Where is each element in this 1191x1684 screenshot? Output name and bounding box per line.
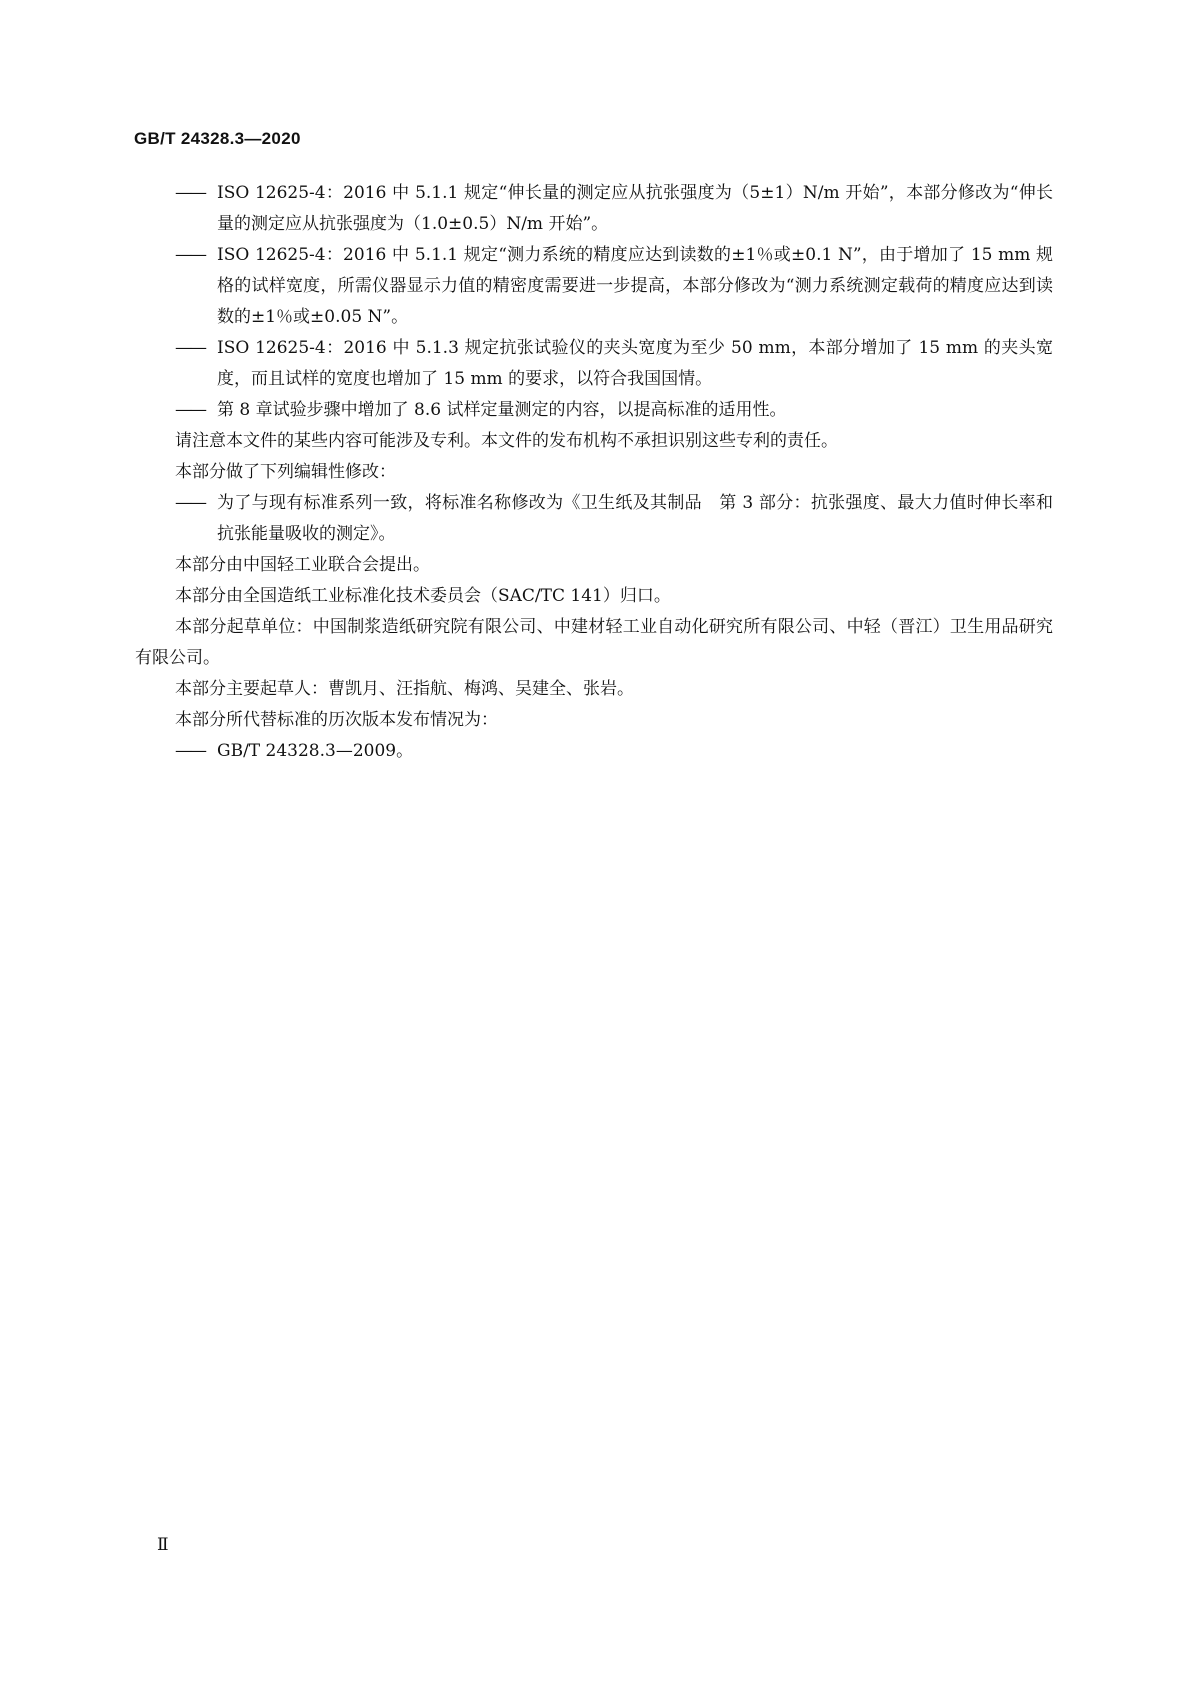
editorial-item — [175, 488, 1053, 550]
modification-item — [175, 395, 1053, 426]
modification-text: 第 8 章试验步骤中增加了 8.6 试样定量测定的内容，以提高标准的适用性。 — [217, 400, 787, 420]
modification-item — [175, 333, 1053, 395]
page-number: Ⅱ — [157, 1535, 169, 1555]
drafting-units: 本部分起草单位：中国制浆造纸研究院有限公司、中建材轻工业自动化研究所有限公司、中轻（晋江）卫生用品研究有限公司。 — [135, 617, 1053, 668]
centralized-by: 本部分由全国造纸工业标准化技术委员会（SAC/TC 141）归口。 — [175, 586, 671, 606]
patent-note: 请注意本文件的某些内容可能涉及专利。本文件的发布机构不承担识别这些专利的责任。 — [175, 431, 838, 451]
editorial-heading: 本部分做了下列编辑性修改： — [175, 462, 396, 482]
editorial-text: 为了与现有标准系列一致，将标准名称修改为《卫生纸及其制品 第 3 部分：抗张强度、最大力值时伸长率和抗张能量吸收的测定》。 — [217, 493, 1053, 544]
history-text: GB/T 24328.3—2009。 — [217, 741, 414, 761]
drafters: 本部分主要起草人：曹凯月、汪指航、梅鸿、吴建全、张岩。 — [175, 679, 634, 699]
modification-text: ISO 12625-4：2016 中 5.1.1 规定“测力系统的精度应达到读数的±1％或±0.1 N”，由于增加了 15 mm 规格的试样宽度，所需仪器显示力值的精密度需要进一步提高，本部分修改为“测力系统测定载荷的精度应达到读数的±1％或±0.05 N”。 — [217, 245, 1053, 327]
dash-mark: —— — [175, 741, 205, 761]
dash-mark: —— — [175, 493, 205, 513]
dash-mark: —— — [175, 183, 205, 203]
dash-mark: —— — [175, 245, 205, 265]
dash-mark: —— — [175, 400, 205, 420]
modification-item — [175, 240, 1053, 333]
modification-text: ISO 12625-4：2016 中 5.1.1 规定“伸长量的测定应从抗张强度为（5±1）N/m 开始”，本部分修改为“伸长量的测定应从抗张强度为（1.0±0.5）N/m 开始”。 — [217, 183, 1053, 234]
proposed-by: 本部分由中国轻工业联合会提出。 — [175, 555, 430, 575]
dash-mark: —— — [175, 338, 205, 358]
history-item — [175, 736, 1053, 767]
foreword-body — [135, 178, 1053, 767]
modification-text: ISO 12625-4：2016 中 5.1.3 规定抗张试验仪的夹头宽度为至少 50 mm，本部分增加了 15 mm 的夹头宽度，而且试样的宽度也增加了 15 mm 的要求，以符合我国国情。 — [217, 338, 1053, 389]
modification-item — [175, 178, 1053, 240]
history-heading: 本部分所代替标准的历次版本发布情况为： — [175, 710, 498, 730]
standard-code-header: GB/T 24328.3—2020 — [134, 129, 301, 148]
